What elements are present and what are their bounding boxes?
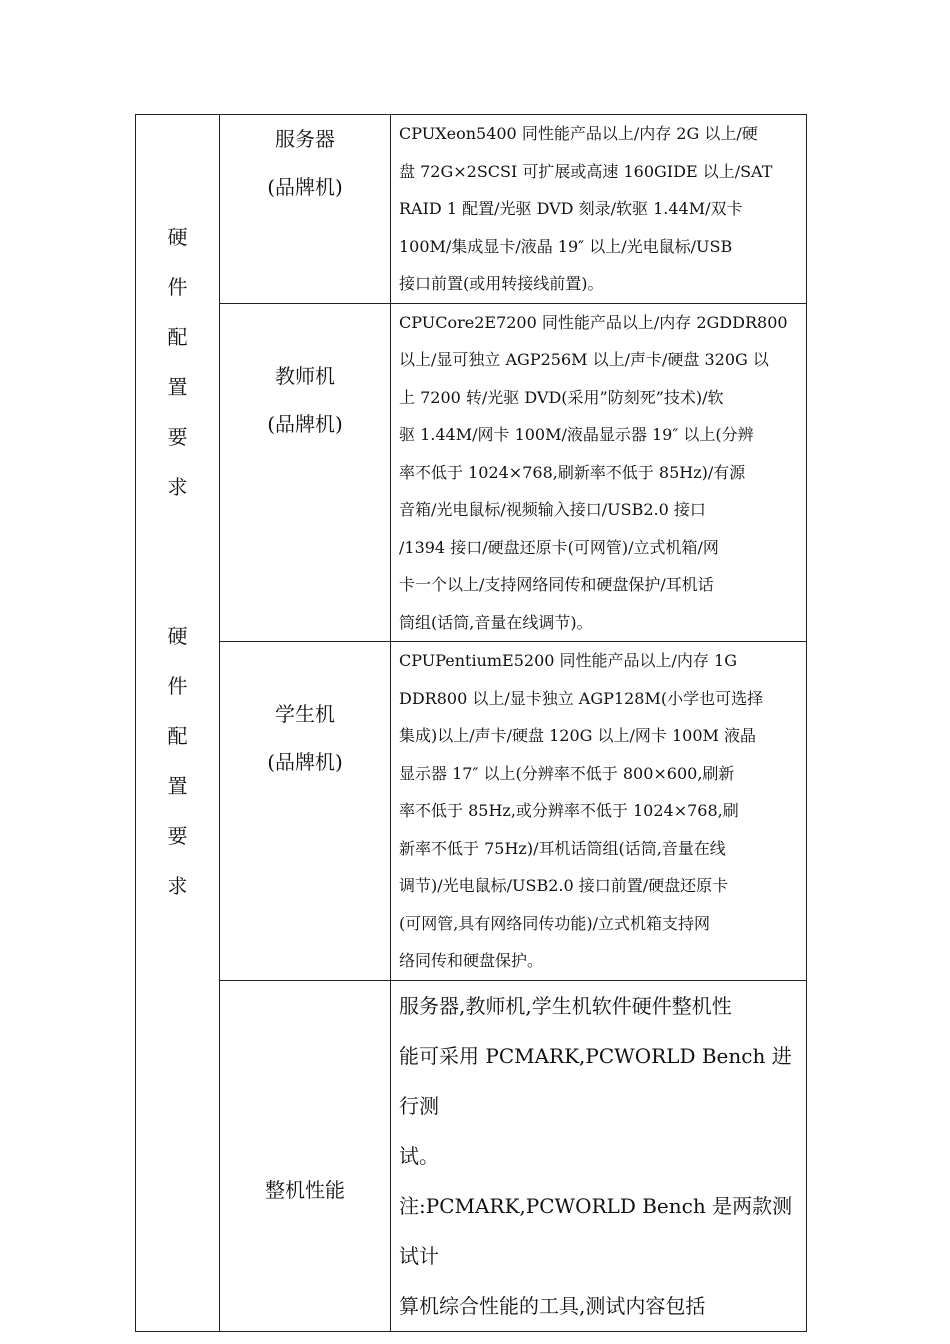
category-char: 件 — [167, 275, 188, 299]
description-line: 接口前置(或用转接线前置)。 — [399, 274, 604, 293]
description-line: CPUPentiumE5200 同性能产品以上/内存 1G — [399, 651, 737, 670]
row-description — [391, 981, 806, 1331]
description-line: 率不低于 1024×768,刷新率不低于 85Hz)/有源 — [399, 462, 746, 482]
table-row — [136, 303, 807, 642]
category-char: 件 — [167, 674, 188, 698]
performance-name-cell — [220, 980, 391, 1331]
description-line: 100M/集成显卡/液晶 19″ 以上/光电鼠标/USB — [399, 236, 733, 256]
description-line: 新率不低于 75Hz)/耳机话筒组(话筒,音量在线 — [399, 838, 726, 858]
server-desc-cell — [391, 115, 807, 304]
row-name: 整机性能 — [265, 1177, 345, 1202]
row-name: 教师机 — [275, 363, 335, 388]
category-char: 硬 — [167, 225, 188, 249]
category-label — [136, 115, 219, 512]
category-char: 硬 — [167, 624, 188, 648]
performance-desc-cell — [391, 980, 807, 1331]
row-name: 服务器 — [275, 127, 335, 151]
description-line: 驱 1.44M/网卡 100M/液晶显示器 19″ 以上(分辨 — [399, 425, 754, 444]
category-label-repeat — [136, 512, 219, 911]
description-line: DDR800 以上/显卡独立 AGP128M(小学也可选择 — [399, 688, 764, 708]
description-line: 算机综合性能的工具,测试内容包括 — [399, 1293, 706, 1318]
table-row — [136, 642, 807, 981]
description-line: 络同传和硬盘保护。 — [399, 951, 544, 970]
category-char: 求 — [167, 475, 188, 499]
description-line: 音箱/光电鼠标/视频输入接口/USB2.0 接口 — [399, 500, 706, 519]
description-line: CPUCore2E7200 同性能产品以上/内存 2GDDR800 — [399, 312, 788, 332]
category-char: 求 — [167, 874, 188, 898]
description-line: 率不低于 85Hz,或分辨率不低于 1024×768,刷 — [399, 801, 739, 820]
description-line: 集成)以上/声卡/硬盘 120G 以上/网卡 100M 液晶 — [399, 726, 757, 745]
description-line: 能可采用 PCMARK,PCWORLD Bench 进行测 — [399, 1043, 792, 1118]
server-name-cell — [220, 115, 391, 304]
category-char: 置 — [167, 774, 188, 798]
description-line: CPUXeon5400 同性能产品以上/内存 2G 以上/硬 — [399, 124, 758, 143]
description-line: 注:PCMARK,PCWORLD Bench 是两款测试计 — [399, 1193, 793, 1268]
row-subname: (品牌机) — [267, 750, 343, 774]
description-line: /1394 接口/硬盘还原卡(可网管)/立式机箱/网 — [399, 537, 719, 557]
category-cell — [136, 115, 220, 1332]
teacher-name-cell — [220, 303, 391, 642]
description-line: 试。 — [399, 1143, 439, 1168]
category-char: 要 — [167, 425, 188, 449]
student-name-cell — [220, 642, 391, 981]
table-row — [136, 115, 807, 304]
row-name: 学生机 — [275, 702, 335, 726]
description-line: 服务器,教师机,学生机软件硬件整机性 — [399, 993, 732, 1018]
description-line: 筒组(话筒,音量在线调节)。 — [399, 612, 593, 632]
teacher-desc-cell — [391, 303, 807, 642]
category-char: 配 — [167, 724, 188, 748]
row-subname: (品牌机) — [267, 411, 343, 436]
description-line: 调节)/光电鼠标/USB2.0 接口前置/硬盘还原卡 — [399, 876, 729, 895]
description-line: 盘 72G×2SCSI 可扩展或高速 160GIDE 以上/SAT — [399, 161, 773, 181]
hardware-spec-table — [135, 114, 807, 1332]
description-line: 显示器 17″ 以上(分辨率不低于 800×600,刷新 — [399, 763, 735, 783]
category-char: 置 — [167, 375, 188, 399]
description-line: 上 7200 转/光驱 DVD(采用”防刻死”技术)/软 — [399, 387, 724, 407]
description-line: 以上/显可独立 AGP256M 以上/声卡/硬盘 320G 以 — [399, 350, 769, 369]
row-description — [391, 115, 806, 303]
student-desc-cell — [391, 642, 807, 981]
category-char: 要 — [167, 824, 188, 848]
row-subname: (品牌机) — [267, 175, 343, 199]
row-description — [391, 642, 806, 980]
row-description — [391, 304, 806, 642]
description-line: RAID 1 配置/光驱 DVD 刻录/软驱 1.44M/双卡 — [399, 199, 743, 218]
category-char: 配 — [167, 325, 188, 349]
description-line: 卡一个以上/支持网络同传和硬盘保护/耳机话 — [399, 575, 714, 594]
table-row — [136, 980, 807, 1331]
description-line: (可网管,具有网络同传功能)/立式机箱支持网 — [399, 913, 710, 933]
